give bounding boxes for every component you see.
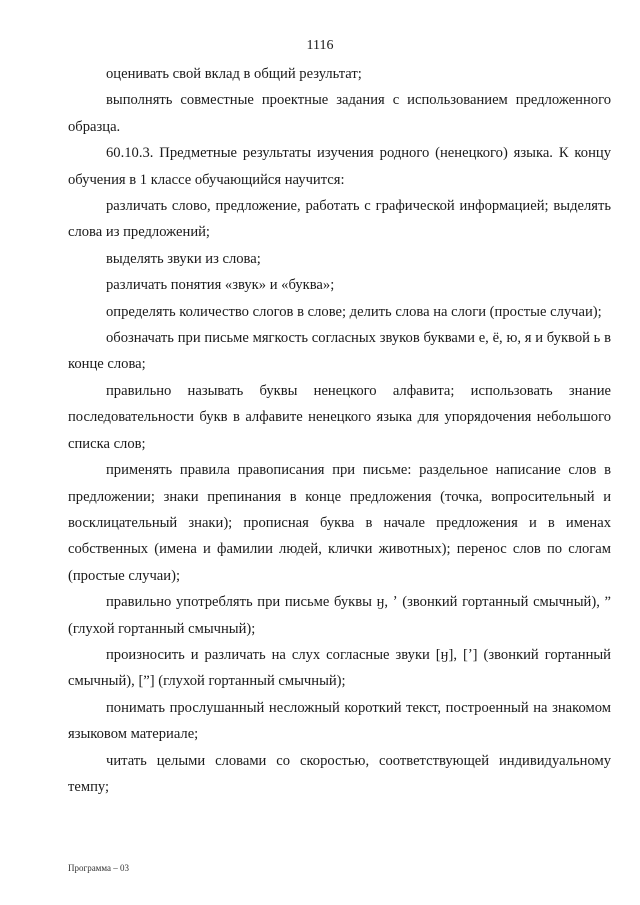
paragraph: 60.10.3. Предметные результаты изучения родного (ненецкого) языка. К концу обучения в 1 классе обучающийся научится: xyxy=(68,145,611,188)
paragraph: обозначать при письме мягкость согласных звуков буквами е, ё, ю, я и буквой ь в конце слова; xyxy=(68,330,611,373)
paragraph: применять правила правописания при письме: раздельное написание слов в предложении; знаки препинания в конце предложения (точка, вопросительный и восклицательный знаки); прописная буква в начале предложения и в именах собственных (имена и фамилии людей, клички животных); перенос слов по слогам (простые случаи); xyxy=(68,462,611,584)
paragraph: правильно называть буквы ненецкого алфавита; использовать знание последовательности букв в алфавите ненецкого языка для упорядочения небольшого списка слов; xyxy=(68,382,611,452)
paragraph: различать слово, предложение, работать с графической информацией; выделять слова из предложений; xyxy=(68,198,611,241)
paragraph: понимать прослушанный несложный короткий текст, построенный на знакомом языковом материале; xyxy=(68,699,611,743)
footer-label: Программа – 03 xyxy=(68,863,130,873)
page-number: 1116 xyxy=(306,38,334,53)
document-body xyxy=(68,61,611,800)
paragraph: выделять звуки из слова; xyxy=(106,250,261,267)
paragraph: произносить и различать на слух согласные звуки [ӈ], [ʼ] (звонкий гортанный смычный), [”] (глухой гортанный смычный); xyxy=(68,646,611,690)
paragraph: определять количество слогов в слове; делить слова на слоги (простые случаи); xyxy=(106,303,602,320)
paragraph: оценивать свой вклад в общий результат; xyxy=(106,66,362,82)
paragraph: выполнять совместные проектные задания с использованием предложенного образца. xyxy=(68,92,611,135)
paragraph: различать понятия «звук» и «буква»; xyxy=(106,277,335,294)
paragraph: читать целыми словами со скоростью, соответствующей индивидуальному темпу; xyxy=(68,752,611,795)
paragraph: правильно употреблять при письме буквы ӈ, ʼ (звонкий гортанный смычный), ” (глухой гортанный смычный); xyxy=(68,594,611,637)
